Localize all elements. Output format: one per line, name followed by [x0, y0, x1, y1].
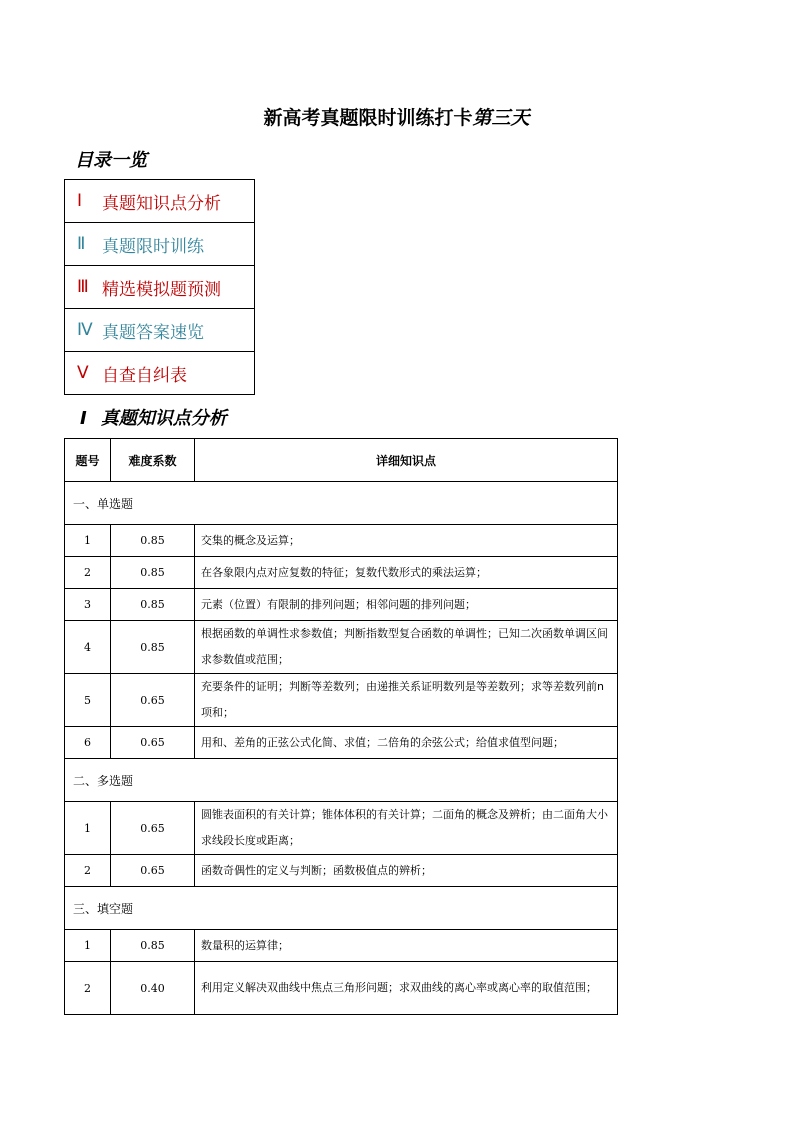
toc-item-num: Ⅲ — [77, 277, 89, 297]
cell-detail: 圆锥表面积的有关计算；锥体体积的有关计算；二面角的概念及辨析；由二面角大小求线段长度或距离； — [195, 802, 618, 855]
cell-detail: 充要条件的证明；判断等差数列；由递推关系证明数列是等差数列；求等差数列前n项和； — [195, 674, 618, 727]
cell-no: 3 — [65, 589, 111, 621]
table-row — [65, 621, 618, 674]
toc-item-label: 精选模拟题预测 — [102, 279, 221, 300]
group-label: 二、多选题 — [65, 759, 618, 802]
cell-difficulty: 0.85 — [111, 589, 195, 621]
cell-detail: 根据函数的单调性求参数值；判断指数型复合函数的单调性；已知二次函数单调区间求参数值或范围； — [195, 621, 618, 674]
title-main: 新高考真题限时训练打卡 — [263, 107, 473, 129]
knowledge-table — [64, 438, 618, 1015]
cell-difficulty: 0.85 — [111, 557, 195, 589]
group-label: 三、填空题 — [65, 887, 618, 930]
group-label: 一、单选题 — [65, 482, 618, 525]
toc-item-label: 真题答案速览 — [102, 322, 204, 343]
toc-box — [64, 179, 255, 395]
cell-no: 5 — [65, 674, 111, 727]
toc-item-3[interactable] — [65, 266, 254, 309]
cell-difficulty: 0.65 — [111, 674, 195, 727]
cell-difficulty: 0.40 — [111, 962, 195, 1015]
cell-detail: 数量积的运算律； — [195, 930, 618, 962]
toc-item-num: Ⅳ — [77, 320, 93, 340]
cell-detail: 交集的概念及运算； — [195, 525, 618, 557]
header-detail: 详细知识点 — [195, 439, 618, 482]
cell-no: 4 — [65, 621, 111, 674]
table-row — [65, 962, 618, 1015]
cell-difficulty: 0.85 — [111, 930, 195, 962]
cell-detail: 函数奇偶性的定义与判断；函数极值点的辨析； — [195, 855, 618, 887]
toc-item-num: Ⅱ — [77, 234, 86, 254]
group-row-fill — [65, 887, 618, 930]
table-row — [65, 727, 618, 759]
page-title — [0, 103, 793, 130]
toc-item-num: Ⅴ — [77, 363, 89, 383]
toc-item-5[interactable] — [65, 352, 254, 394]
cell-no: 1 — [65, 802, 111, 855]
cell-detail: 在各象限内点对应复数的特征；复数代数形式的乘法运算； — [195, 557, 618, 589]
cell-no: 2 — [65, 962, 111, 1015]
toc-item-1[interactable] — [65, 180, 254, 223]
cell-no: 6 — [65, 727, 111, 759]
cell-detail: 用和、差角的正弦公式化简、求值；二倍角的余弦公式；给值求值型问题； — [195, 727, 618, 759]
header-question-no: 题号 — [65, 439, 111, 482]
toc-item-label: 真题限时训练 — [102, 236, 204, 257]
title-suffix: 第三天 — [472, 107, 530, 129]
toc-item-num: Ⅰ — [77, 191, 83, 211]
toc-heading: 目录一览 — [75, 150, 147, 171]
table-row — [65, 855, 618, 887]
table-row — [65, 802, 618, 855]
cell-difficulty: 0.65 — [111, 802, 195, 855]
table-row — [65, 930, 618, 962]
group-row-multi — [65, 759, 618, 802]
table-row — [65, 557, 618, 589]
cell-no: 2 — [65, 855, 111, 887]
cell-difficulty: 0.65 — [111, 727, 195, 759]
cell-detail: 元素（位置）有限制的排列问题；相邻问题的排列问题； — [195, 589, 618, 621]
cell-difficulty: 0.65 — [111, 855, 195, 887]
table-row — [65, 674, 618, 727]
section-title: 真题知识点分析 — [100, 408, 227, 429]
toc-item-2[interactable] — [65, 223, 254, 266]
table-header-row — [65, 439, 618, 482]
toc-item-label: 自查自纠表 — [102, 365, 187, 386]
cell-no: 1 — [65, 525, 111, 557]
cell-detail: 利用定义解决双曲线中焦点三角形问题；求双曲线的离心率或离心率的取值范围； — [195, 962, 618, 1015]
cell-no: 2 — [65, 557, 111, 589]
cell-no: 1 — [65, 930, 111, 962]
header-difficulty: 难度系数 — [111, 439, 195, 482]
cell-difficulty: 0.85 — [111, 621, 195, 674]
section-num: Ⅰ — [80, 408, 87, 429]
toc-item-label: 真题知识点分析 — [102, 193, 221, 214]
cell-difficulty: 0.85 — [111, 525, 195, 557]
section-heading — [80, 404, 227, 430]
table-row — [65, 525, 618, 557]
table-row — [65, 589, 618, 621]
toc-item-4[interactable] — [65, 309, 254, 352]
group-row-single — [65, 482, 618, 525]
